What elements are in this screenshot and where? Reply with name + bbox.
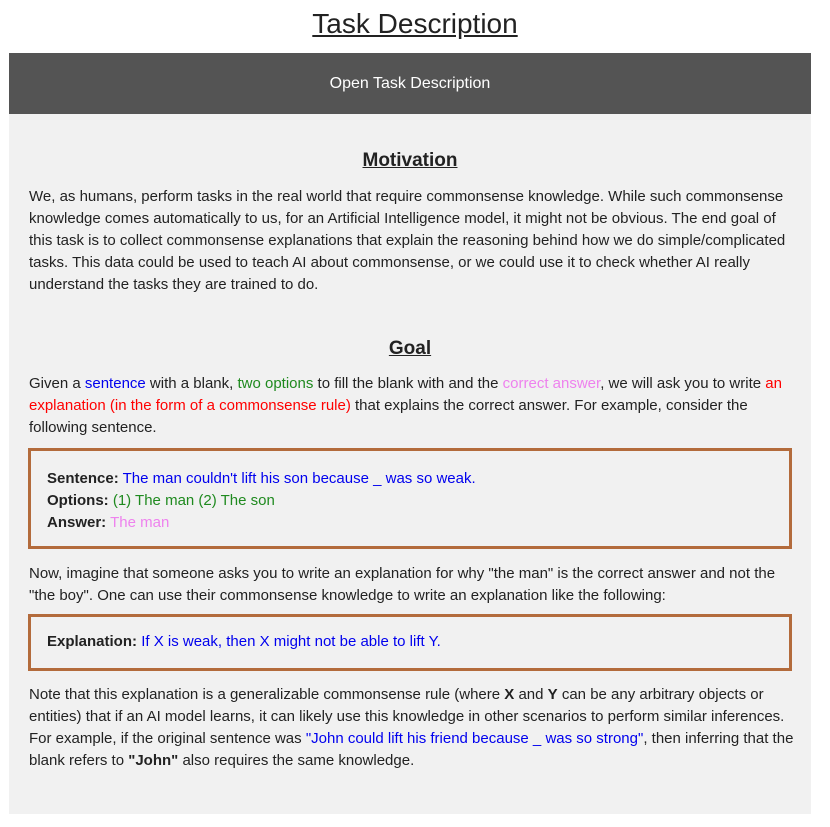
options-label: Options: — [47, 492, 109, 509]
correct-answer-term: correct answer — [502, 375, 601, 392]
answer-value: The man — [110, 514, 170, 531]
note-text: Note that this explanation is a generalizable commonsense rule (where X and Y can be any arbitrary objects or entities) that if an AI model learns, it can likely use this knowledge in other scenarios to perform similar inferences. For example, if the original sentence was "John could lift his friend because _ was so strong", then inferring that the blank refers to "John" also requires the same knowledge. — [29, 686, 794, 769]
two-options-term: two options — [237, 375, 314, 392]
options-value: (1) The man (2) The son — [112, 492, 275, 509]
goal-text: Given a sentence with a blank, two options to fill the blank with and the correct answer, we will ask you to write an explanation (in the form of a commonsense rule) that explains the correct answer. For example, consider the following sentence. — [29, 375, 782, 436]
motivation-text: We, as humans, perform tasks in the real world that require commonsense knowledge. While such commonsense knowledge comes automatically to us, for an Artificial Intelligence model, it might not be obvious. The end goal of this task is to collect commonsense explanations that explain the reasoning behind how we do simple/complicated tasks. This data could be used to teach AI about commonsense, or we could use it to check whether AI really understand the tasks they are trained to do. — [29, 188, 786, 293]
sentence-term: sentence — [84, 375, 146, 392]
explanation-box — [28, 614, 792, 671]
example-options-row — [47, 490, 773, 512]
imagine-text: Now, imagine that someone asks you to write an explanation for why "the man" is the correct answer and not the "the boy". One can use their commonsense knowledge to write an explanation like the following: — [29, 565, 776, 604]
open-task-description-button[interactable]: Open Task Description — [9, 53, 811, 114]
john-sentence-quote: "John could lift his friend because _ was so strong" — [305, 730, 644, 747]
example-answer-row — [47, 512, 773, 534]
explanation-value: If X is weak, then X might not be able to lift Y. — [141, 633, 441, 650]
explanation-label: Explanation: — [47, 633, 138, 650]
y-variable: Y — [547, 686, 558, 703]
example-sentence-row — [47, 468, 773, 490]
page-title: Task Description — [312, 8, 518, 39]
example-box — [28, 448, 792, 549]
motivation-heading: Motivation — [362, 150, 458, 171]
answer-label: Answer: — [47, 514, 107, 531]
x-variable: X — [504, 686, 515, 703]
task-description-panel — [9, 114, 811, 814]
explanation-term: an explanation (in the form of a commonsense rule) — [29, 375, 782, 414]
goal-heading: Goal — [388, 338, 432, 359]
sentence-value: The man couldn't lift his son because _ was so weak. — [122, 470, 476, 487]
john-term: "John" — [128, 752, 179, 769]
sentence-label: Sentence: — [47, 470, 119, 487]
